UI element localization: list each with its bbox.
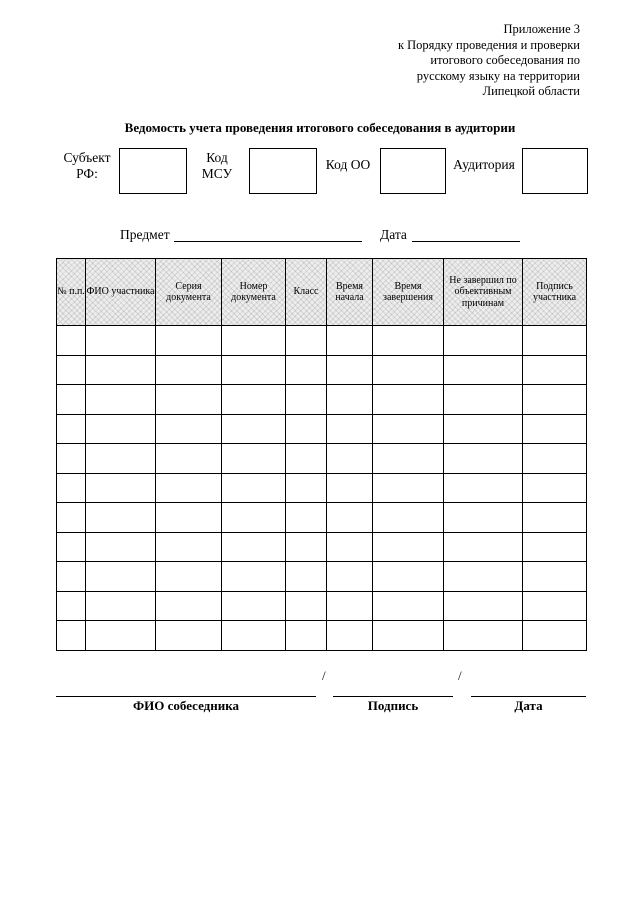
table-cell[interactable]: [444, 562, 523, 592]
table-cell[interactable]: [373, 473, 444, 503]
table-cell[interactable]: [222, 503, 286, 533]
column-header-number: № п.п.: [57, 259, 86, 326]
table-cell[interactable]: [57, 503, 86, 533]
table-cell[interactable]: [444, 355, 523, 385]
column-header-start-time: Время начала: [327, 259, 373, 326]
table-cell[interactable]: [444, 591, 523, 621]
msu-code-label-line1: Код: [206, 150, 228, 165]
table-cell[interactable]: [86, 326, 156, 356]
table-cell[interactable]: [222, 385, 286, 415]
table-cell[interactable]: [444, 621, 523, 651]
subject-code-box[interactable]: [119, 148, 187, 194]
table-cell[interactable]: [222, 532, 286, 562]
subject-code-label-line2: РФ:: [76, 166, 98, 181]
oo-code-box[interactable]: [380, 148, 446, 194]
appendix-line: Липецкой области: [482, 84, 580, 98]
table-cell[interactable]: [57, 385, 86, 415]
table-cell[interactable]: [373, 414, 444, 444]
table-cell[interactable]: [86, 355, 156, 385]
table-cell[interactable]: [222, 355, 286, 385]
table-cell[interactable]: [327, 532, 373, 562]
interviewer-name-label: ФИО собеседника: [132, 698, 240, 713]
table-cell[interactable]: [373, 326, 444, 356]
table-cell[interactable]: [373, 562, 444, 592]
table-cell[interactable]: [222, 562, 286, 592]
column-header-signature: Подпись участника: [523, 259, 587, 326]
column-header-name: ФИО участника: [86, 259, 156, 326]
table-cell[interactable]: [286, 621, 327, 651]
table-cell[interactable]: [156, 532, 222, 562]
table-cell[interactable]: [156, 503, 222, 533]
table-cell[interactable]: [327, 385, 373, 415]
oo-code-label: Код ОО: [325, 157, 371, 172]
table-row: [57, 503, 587, 533]
table-row: [57, 591, 587, 621]
table-cell[interactable]: [327, 355, 373, 385]
participants-table: [56, 258, 587, 651]
table-cell[interactable]: [86, 591, 156, 621]
auditorium-label: Аудитория: [453, 157, 515, 172]
table-cell[interactable]: [156, 562, 222, 592]
table-cell[interactable]: [86, 414, 156, 444]
table-cell[interactable]: [222, 621, 286, 651]
table-cell[interactable]: [523, 414, 587, 444]
table-cell[interactable]: [373, 621, 444, 651]
subject-code-label: [58, 150, 116, 182]
table-cell[interactable]: [222, 591, 286, 621]
table-cell[interactable]: [523, 562, 587, 592]
column-header-class: Класс: [286, 259, 327, 326]
table-cell[interactable]: [222, 444, 286, 474]
table-cell[interactable]: [286, 385, 327, 415]
appendix-line: Приложение 3: [503, 22, 580, 36]
table-row: [57, 562, 587, 592]
table-cell[interactable]: [327, 326, 373, 356]
signature-label: Подпись: [367, 698, 419, 713]
appendix-line: итогового собеседования по: [430, 53, 580, 67]
table-cell[interactable]: [286, 355, 327, 385]
signature-separator: /: [458, 668, 462, 683]
subject-code-label-line1: Субъект: [63, 150, 111, 165]
table-row: [57, 532, 587, 562]
date-field[interactable]: [412, 241, 520, 242]
column-header-doc-series: Серия документа: [156, 259, 222, 326]
table-cell[interactable]: [156, 385, 222, 415]
table-cell[interactable]: [57, 355, 86, 385]
appendix-line: русскому языку на территории: [416, 68, 580, 83]
column-header-end-time: Время завершения: [373, 259, 444, 326]
interviewer-name-line[interactable]: [56, 696, 316, 697]
table-cell[interactable]: [327, 562, 373, 592]
table-cell[interactable]: [86, 562, 156, 592]
table-cell[interactable]: [444, 532, 523, 562]
table-cell[interactable]: [373, 385, 444, 415]
table-cell[interactable]: [523, 355, 587, 385]
table-cell[interactable]: [523, 444, 587, 474]
subject-field[interactable]: [174, 241, 362, 242]
table-cell[interactable]: [286, 414, 327, 444]
table-cell[interactable]: [222, 473, 286, 503]
table-cell[interactable]: [222, 414, 286, 444]
table-cell[interactable]: [156, 444, 222, 474]
table-cell[interactable]: [327, 444, 373, 474]
table-cell[interactable]: [286, 444, 327, 474]
column-header-not-completed: Не завершил по объективным причинам: [444, 259, 523, 326]
table-cell[interactable]: [444, 503, 523, 533]
table-row: [57, 473, 587, 503]
date-sig-label: Дата: [514, 698, 543, 713]
table-cell[interactable]: [373, 532, 444, 562]
table-cell[interactable]: [286, 503, 327, 533]
table-cell[interactable]: [156, 473, 222, 503]
table-cell[interactable]: [57, 326, 86, 356]
table-cell[interactable]: [327, 621, 373, 651]
table-header-row: [57, 259, 587, 326]
table-row: [57, 414, 587, 444]
table-cell[interactable]: [523, 473, 587, 503]
table-cell[interactable]: [86, 473, 156, 503]
table-cell[interactable]: [86, 532, 156, 562]
table-cell[interactable]: [327, 414, 373, 444]
table-cell[interactable]: [57, 562, 86, 592]
table-cell[interactable]: [156, 414, 222, 444]
table-cell[interactable]: [57, 444, 86, 474]
table-cell[interactable]: [373, 591, 444, 621]
table-cell[interactable]: [444, 473, 523, 503]
table-cell[interactable]: [156, 355, 222, 385]
table-cell[interactable]: [286, 591, 327, 621]
msu-code-label: [192, 150, 242, 182]
appendix-note: [398, 22, 580, 100]
table-cell[interactable]: [523, 591, 587, 621]
table-cell[interactable]: [373, 444, 444, 474]
table-cell[interactable]: [373, 503, 444, 533]
auditorium-box[interactable]: [522, 148, 588, 194]
table-cell[interactable]: [444, 326, 523, 356]
signature-separator: /: [322, 668, 326, 683]
table-cell[interactable]: [327, 473, 373, 503]
table-row: [57, 326, 587, 356]
subject-label: Предмет: [120, 227, 170, 242]
msu-code-box[interactable]: [249, 148, 317, 194]
date-line[interactable]: [471, 696, 586, 697]
codes-row: [0, 148, 640, 196]
table-row: [57, 621, 587, 651]
table-cell[interactable]: [57, 473, 86, 503]
table-cell[interactable]: [286, 473, 327, 503]
table-cell[interactable]: [156, 326, 222, 356]
table-cell[interactable]: [86, 503, 156, 533]
msu-code-label-line2: МСУ: [201, 166, 233, 181]
table-row: [57, 355, 587, 385]
appendix-line: к Порядку проведения и проверки: [397, 37, 580, 52]
table-cell[interactable]: [156, 591, 222, 621]
table-cell[interactable]: [327, 591, 373, 621]
table-cell[interactable]: [523, 326, 587, 356]
table-cell[interactable]: [373, 355, 444, 385]
table-cell[interactable]: [444, 385, 523, 415]
document-title: Ведомость учета проведения итогового собеседования в аудитории: [124, 120, 516, 135]
table-cell[interactable]: [286, 562, 327, 592]
table-row: [57, 444, 587, 474]
table-cell[interactable]: [523, 385, 587, 415]
table-cell[interactable]: [86, 385, 156, 415]
table-cell[interactable]: [57, 414, 86, 444]
table-cell[interactable]: [444, 444, 523, 474]
table-cell[interactable]: [86, 444, 156, 474]
table-body: [57, 326, 587, 651]
table-cell[interactable]: [156, 621, 222, 651]
table-cell[interactable]: [523, 532, 587, 562]
table-cell[interactable]: [57, 591, 86, 621]
table-row: [57, 385, 587, 415]
date-label: Дата: [380, 227, 407, 242]
signature-line[interactable]: [333, 696, 453, 697]
table-cell[interactable]: [327, 503, 373, 533]
table-cell[interactable]: [444, 414, 523, 444]
table-cell[interactable]: [523, 621, 587, 651]
column-header-doc-number: Номер документа: [222, 259, 286, 326]
table-cell[interactable]: [523, 503, 587, 533]
table-cell[interactable]: [286, 532, 327, 562]
table-cell[interactable]: [286, 326, 327, 356]
table-cell[interactable]: [57, 532, 86, 562]
table-cell[interactable]: [222, 326, 286, 356]
table-cell[interactable]: [86, 621, 156, 651]
table-cell[interactable]: [57, 621, 86, 651]
